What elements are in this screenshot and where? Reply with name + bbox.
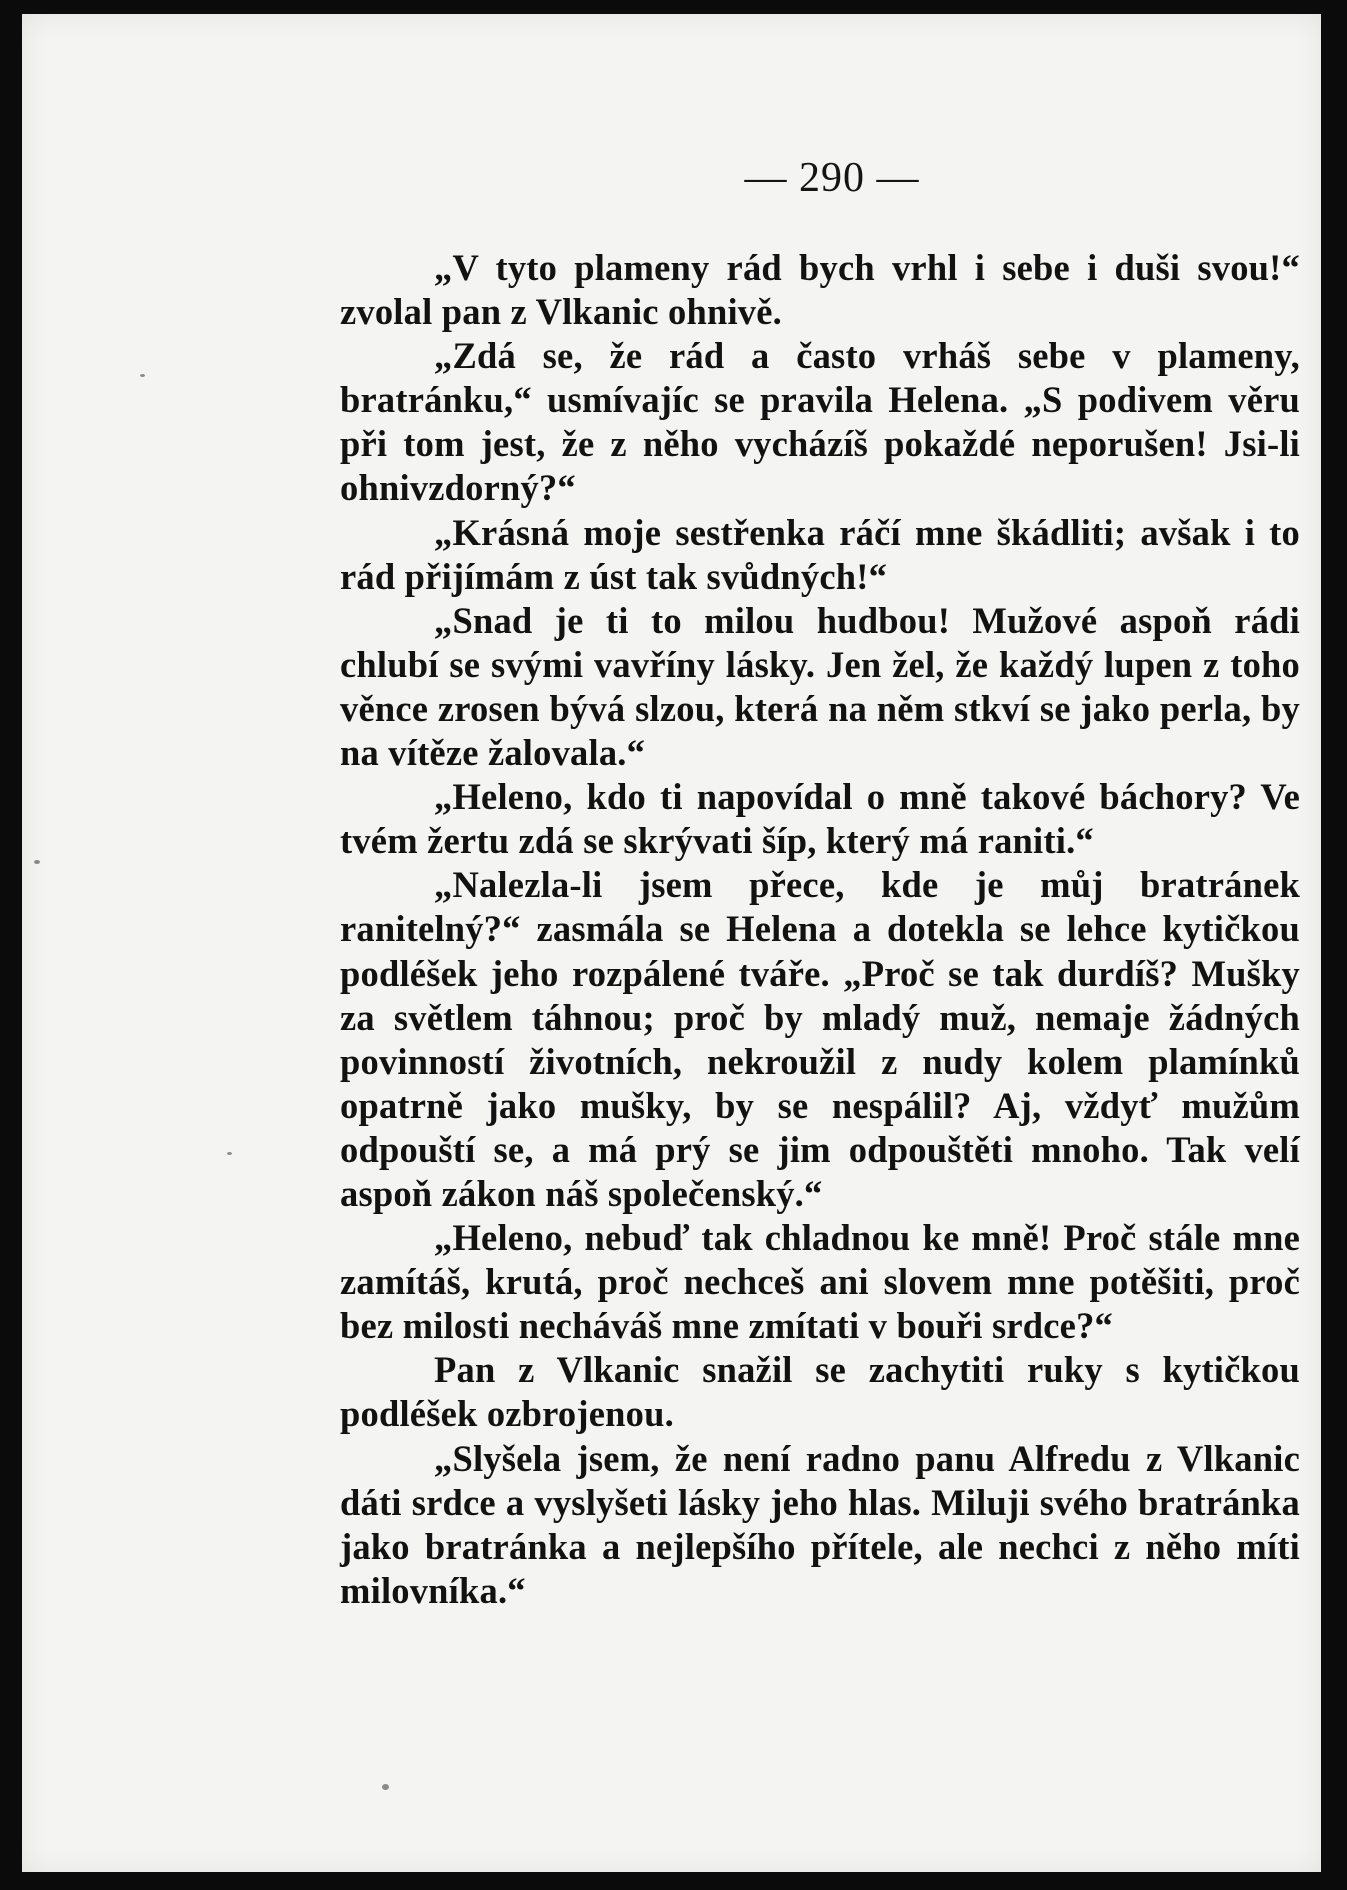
scan-border-right: [1321, 0, 1347, 1890]
paragraph: „Snad je ti to milou hudbou! Mužové aspoň rádi chlubí se svými vavříny lásky. Jen žel, že každý lupen z toho věnce zrosen bývá slzou, která na něm stkví se jako perla, by na vítěze žalovala.“: [340, 599, 1300, 774]
paragraph: „Nalezla-li jsem přece, kde je můj bratránek ranitelný?“ zasmála se Helena a dotekla se lehce kytičkou podléšek jeho rozpálené tváře. „Proč se tak durdíš? Mušky za světlem táhnou; proč by mladý muž, nemaje žádných povinností životních, nekroužil z nudy kolem plamínků opatrně jako mušky, by se nespálil? Aj, vždyť mužům odpouští se, a má prý se jim odpouštěti mnoho. Tak velí aspoň zákon náš společenský.“: [340, 864, 1300, 1214]
paper-speck: [382, 1784, 389, 1790]
page-number: — 290 —: [744, 155, 920, 201]
paragraph: Pan z Vlkanic snažil se zachytiti ruky s kytičkou podléšek ozbrojenou.: [340, 1349, 1300, 1435]
paper-speck: [140, 374, 145, 377]
paragraph: „Zdá se, že rád a často vrháš sebe v plameny, bratránku,“ usmívajíc se pravila Helena. „S podivem věru při tom jest, že z něho vycházíš pokaždé neporušen! Jsi-li ohnivzdorný?“: [340, 335, 1300, 509]
paragraph: „Heleno, kdo ti napovídal o mně takové báchory? Ve tvém žertu zdá se skrývati šíp, který má raniti.“: [340, 776, 1300, 862]
paper-speck: [34, 860, 40, 864]
scan-border-bottom: [0, 1872, 1347, 1890]
paragraph: „V tyto plameny rád bych vrhl i sebe i duši svou!“ zvolal pan z Vlkanic ohnivě.: [340, 247, 1300, 333]
body-text: [340, 246, 1300, 1613]
paragraph: „Slyšela jsem, že není radno panu Alfredu z Vlkanic dáti srdce a vyslyšeti lásky jeho hlas. Miluji svého bratránka jako bratránka a nejlepšího přítele, ale nechci z něho míti milovníka.“: [340, 1437, 1300, 1611]
paragraph: „Heleno, nebuď tak chladnou ke mně! Proč stále mne zamítáš, krutá, proč nechceš ani slovem mne potěšiti, proč bez milosti necháváš mne zmítati v bouři srdce?“: [340, 1217, 1300, 1347]
book-page: [22, 14, 1322, 1874]
paper-speck: [227, 1152, 232, 1155]
paragraph: „Krásná moje sestřenka ráčí mne škádliti; avšak i to rád přijímám z úst tak svůdných!“: [340, 511, 1300, 597]
